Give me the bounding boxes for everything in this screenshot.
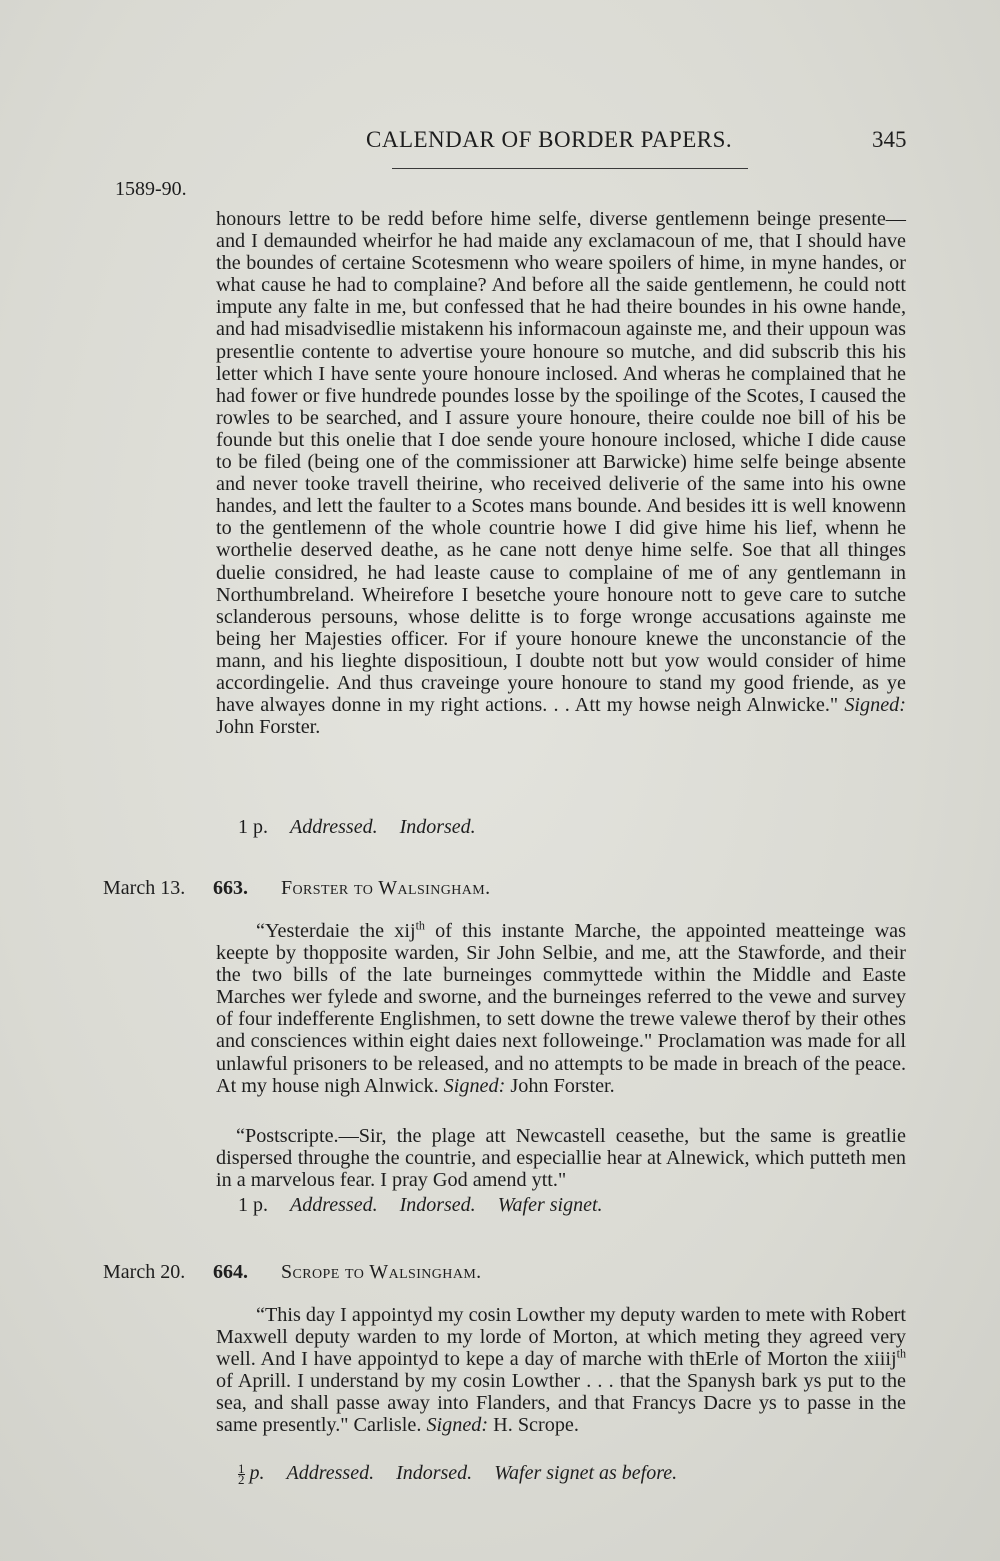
entry-664-date: March 20. bbox=[103, 1261, 186, 1283]
note-addressed: Addressed. bbox=[290, 816, 378, 838]
entry-664-number: 664. bbox=[213, 1261, 248, 1283]
signed-label: Signed: bbox=[443, 1074, 506, 1097]
signed-label: Signed: bbox=[426, 1414, 489, 1437]
page-number: 345 bbox=[872, 127, 907, 152]
entry-663-number: 663. bbox=[213, 877, 248, 899]
ordinal-suffix: th bbox=[896, 1346, 906, 1361]
signed-name: John Forster. bbox=[216, 716, 321, 739]
signed-label: Signed: bbox=[844, 694, 906, 717]
paragraph-text: honours lettre to be redd before hime selfe, diverse gentlemenn beinge presente—and I demaunded wheirfor he had maide any exclamacoun of me, that I should have the boundes of certaine Scotesmenn who weare spoilers of hime, in myne handes, or what cause he had to complaine? And before all the saide gentlemenn, he could nott impute any falte in me, but confessed that he had theire boundes in his owne hande, and had misadvisedlie mistakenn his informacoun againste me, and their uppoun was presentlie contente to advertise youre honoure so mutche, and did subscrib this his letter which I have sente youre honoure inclosed. And wheras he complained that he had fower or five hundrede poundes losse by the spoilinge of the Scotes, I caused the rowles to be searched, and I assure youre honoure, theire coulde noe bill of his be founde but this onelie that I doe sende youre honoure inclosed, whiche I dide cause to be filed (being one of the commissioner att Barwicke) hime selfe beinge absente and never tooke travell theirine, who received deliverie of the same into his owne handes, and lett the faulter to a Scotes mans bounde. And besides itt is well knowenn to the gentlemenn of the whole countrie howe I did give hime his lief, whenn he worthelie deserved deathe, as he cane nott denye hime selfe. Soe that all thinges duelie considred, he had leaste cause to complaine of me of any gentlemann in Northumbreland. Wheirefore I besetche youre honoure nott to geve care to sutche sclanderous persouns, whose delitte is to forge wronge accusations againste me being her Majesties officer. For if youre honoure knewe the unconstancie of the mann, and his lieghte dispositioun, I doubte nott but yow would consider of hime accordingelie. And thus craveinge youre honoure to stand my good friende, as ye have alwayes donne in my right actions. . . Att my howse neigh Alnwicke." bbox=[216, 208, 906, 717]
body-text-cont: of this instante Marche, the appointed meatteinge was keepte by thopposite warden, Sir John Selbie, and me, att the Stawforde, and their the two bills of the late burneinges commyttede within the Middle and Easte Marches wer fylede and sworne, and the burneinges referred to the vewe and survey of four indefferente Englishmen, to sett downe the trewe valewe therof by their othes and consciences within eight daies next followeinge." Proclamation was made for all unlawful prisoners to be released, and no attempts to be made in breach of the peace. At my house nigh Alnwick. bbox=[216, 920, 906, 1097]
running-header-title: CALENDAR OF BORDER PAPERS. bbox=[366, 127, 733, 152]
fraction-denominator: 2 bbox=[238, 1471, 245, 1487]
note-page-unit: p. bbox=[249, 1462, 265, 1484]
note-addressed: Addressed. bbox=[290, 1194, 378, 1216]
margin-year: 1589-90. bbox=[115, 178, 187, 200]
ordinal-suffix: th bbox=[415, 918, 425, 933]
entry-663-note bbox=[238, 1194, 603, 1217]
note-indorsed: Indorsed. bbox=[399, 816, 476, 838]
body-text: “Yesterdaie the xij bbox=[256, 920, 416, 942]
entry-663-title: Forster to Walsingham. bbox=[281, 877, 491, 899]
note-indorsed: Indorsed. bbox=[396, 1462, 473, 1484]
signed-name: John Forster. bbox=[510, 1074, 615, 1097]
letter-continuation-paragraph bbox=[216, 208, 906, 738]
header-rule bbox=[392, 168, 748, 169]
body-text-cont: of Aprill. I understand by my cosin Lowther . . . that the Spanysh bark ys put to the sea, and shall passe away into Flanders, and that Francys Dacre ys to passe in the same presently." Carlisle. bbox=[216, 1370, 906, 1437]
note-size: 1 p. bbox=[238, 1194, 268, 1216]
note-indorsed: Indorsed. bbox=[399, 1194, 476, 1216]
entry-note bbox=[238, 816, 476, 839]
note-wafer-signet: Wafer signet as before. bbox=[494, 1462, 678, 1484]
signed-name: H. Scrope. bbox=[493, 1414, 579, 1437]
note-addressed: Addressed. bbox=[286, 1462, 375, 1484]
entry-663-date: March 13. bbox=[103, 877, 186, 899]
fraction-numerator: 1 bbox=[238, 1460, 245, 1476]
note-fraction bbox=[238, 1460, 245, 1487]
entry-664-note bbox=[238, 1462, 677, 1485]
entry-664-title: Scrope to Walsingham. bbox=[281, 1261, 482, 1283]
entry-664-body bbox=[216, 1304, 906, 1437]
body-text: “This day I appointyd my cosin Lowther my deputy warden to mete with Robert Maxwell deputy warden to my lorde of Morton, at which meting they agreed very well. And I have appointyd to kepe a day of marche with thErle of Morton the xiiij bbox=[216, 1304, 906, 1371]
note-wafer-signet: Wafer signet. bbox=[497, 1194, 603, 1216]
entry-663-body bbox=[216, 920, 906, 1097]
entry-663-postscript: “Postscripte.—Sir, the plage att Newcastell ceasethe, but the same is greatlie dispersed throughe the countrie, and especiallie hear at Alnewick, which putteth men in a marvelous fear. I pray God amend ytt." bbox=[216, 1125, 906, 1192]
note-size: 1 p. bbox=[238, 816, 268, 838]
